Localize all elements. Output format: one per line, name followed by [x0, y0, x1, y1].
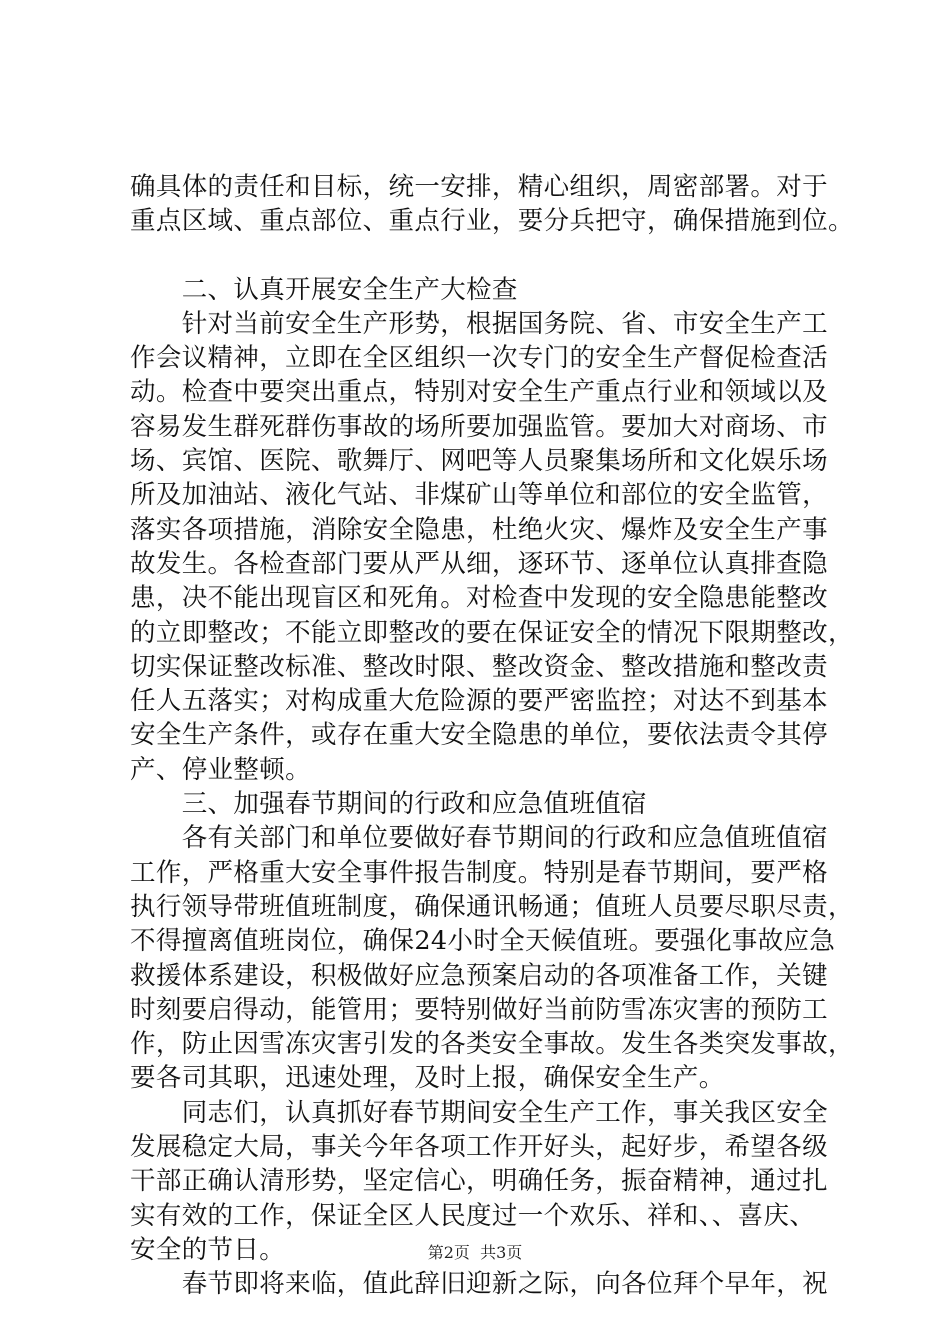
text-line: 各有关部门和单位要做好春节期间的行政和应急值班值宿 [130, 823, 828, 854]
paragraph [130, 307, 854, 787]
document-body [130, 170, 854, 1302]
text-line: 要各司其职，迅速处理，及时上报，确保安全生产。 [130, 1063, 725, 1094]
page-footer [0, 1243, 950, 1263]
text-line: 安全生产条件，或存在重大安全隐患的单位，要依法责令其停 [130, 720, 828, 751]
paragraph [130, 273, 850, 307]
text-line: 救援体系建设，积极做好应急预案启动的各项准备工作，关键 [130, 960, 828, 991]
text-line: 切实保证整改标准、整改时限、整改资金、整改措施和整改责 [130, 651, 828, 682]
text-line: 三、加强春节期间的行政和应急值班值宿 [130, 789, 648, 820]
text-line: 作会议精神，立即在全区组织一次专门的安全生产督促检查活 [130, 343, 828, 374]
text-line: 所及加油站、液化气站、非煤矿山等单位和部位的安全监管， [130, 480, 828, 511]
text-line: 落实各项措施，消除安全隐患，杜绝火灾、爆炸及安全生产事 [130, 514, 828, 545]
paragraph [130, 1096, 850, 1267]
paragraph [130, 170, 854, 239]
text-line: 场、宾馆、医院、歌舞厅、网吧等人员聚集场所和文化娱乐场 [130, 446, 828, 477]
text-line: 工作，严格重大安全事件报告制度。特别是春节期间，要严格 [130, 857, 828, 888]
paragraph [130, 787, 850, 821]
text-line: 产、停业整顿。 [130, 754, 311, 785]
text-line: 春节即将来临，值此辞旧迎新之际，向各位拜个早年，祝 [130, 1269, 828, 1300]
text-line: 安全的节日。 [130, 1234, 286, 1265]
text-line: 实有效的工作，保证全区人民度过一个欢乐、祥和、、喜庆、 [130, 1200, 816, 1231]
text-line: 任人五落实；对构成重大危险源的要严密监控；对达不到基本 [130, 686, 828, 717]
paragraph [130, 1267, 850, 1301]
text-line: 确具体的责任和目标，统一安排，精心组织，周密部署。对于 [130, 172, 828, 202]
text-line: 二、认真开展安全生产大检查 [130, 274, 518, 305]
text-line: 时刻要启得动，能管用；要特别做好当前防雪冻灾害的预防工 [130, 994, 828, 1025]
text-line: 针对当前安全生产形势，根据国务院、省、市安全生产工 [130, 308, 828, 339]
text-line: 患，决不能出现盲区和死角。对检查中发现的安全隐患能整改 [130, 583, 828, 614]
text-line: 同志们，认真抓好春节期间安全生产工作，事关我区安全 [130, 1097, 828, 1128]
text-line: 的立即整改；不能立即整改的要在保证安全的情况下限期整改， [130, 617, 854, 648]
text-line: 执行领导带班值班制度，确保通讯畅通；值班人员要尽职尽责， [130, 891, 854, 922]
text-line: 故发生。各检查部门要从严从细，逐环节、逐单位认真排查隐 [130, 548, 828, 579]
paragraph [130, 821, 854, 1095]
text-line: 容易发生群死群伤事故的场所要加强监管。要加大对商场、市 [130, 411, 828, 442]
text-line: 作，防止因雪冻灾害引发的各类安全事故。发生各类突发事故， [130, 1029, 854, 1060]
page-number-label: 第2页 共3页 [427, 1243, 523, 1262]
text-line: 动。检查中要突出重点，特别对安全生产重点行业和领域以及 [130, 377, 828, 408]
text-line: 干部正确认清形势，坚定信心，明确任务，振奋精神，通过扎 [130, 1166, 828, 1197]
paragraph-gap [130, 239, 850, 273]
text-line: 不得擅离值班岗位，确保24小时全天候值班。要强化事故应急 [130, 926, 836, 957]
text-line: 发展稳定大局，事关今年各项工作开好头，起好步，希望各级 [130, 1132, 828, 1163]
text-line: 重点区域、重点部位、重点行业，要分兵把守，确保措施到位。 [130, 206, 854, 237]
